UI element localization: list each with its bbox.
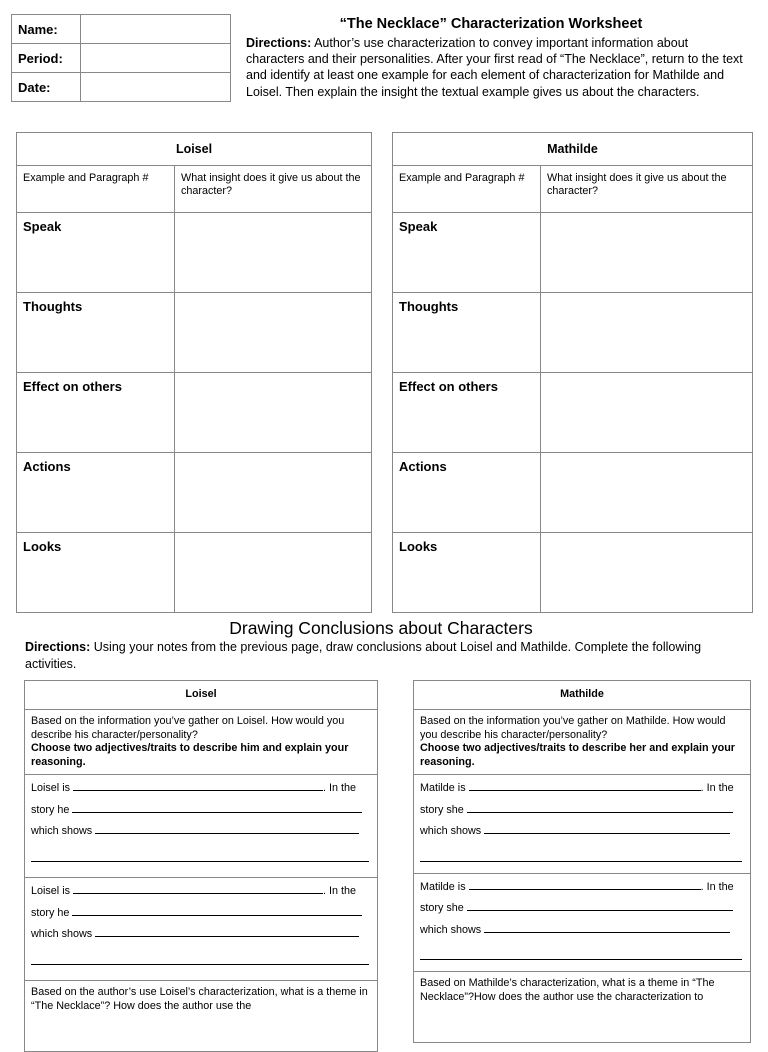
conclusions-directions — [25, 639, 735, 672]
fill-label: which shows — [31, 928, 96, 940]
fill-label: . In the — [323, 782, 357, 794]
fill-label: story he — [31, 803, 73, 816]
example-column-header: Example and Paragraph # — [393, 166, 541, 213]
blank-line[interactable] — [467, 899, 733, 911]
fill-label: Loisel is — [31, 782, 74, 794]
answer-cell[interactable] — [541, 533, 753, 613]
example-column-header: Example and Paragraph # — [17, 166, 175, 213]
prompt-text: Based on the information you’ve gather on Mathilde. How would you describe his character/personality? — [420, 715, 726, 741]
directions — [246, 35, 746, 100]
loisel-theme-question: Based on the author’s use Loisel’s characterization, what is a theme in “The Necklace”? How does the author use the — [25, 981, 378, 1052]
blank-line[interactable] — [95, 925, 359, 937]
fill-label: Matilde is — [420, 880, 469, 893]
prompt-text: Based on the information you’ve gather on Loisel. How would you describe his character/personality? — [31, 715, 345, 741]
loisel-trait-1[interactable] — [25, 775, 378, 878]
fill-label: Matilde is — [420, 782, 469, 794]
conclusions-title: Drawing Conclusions about Characters — [229, 618, 533, 638]
loisel-trait-2[interactable] — [25, 878, 378, 981]
mathilde-trait-1[interactable] — [414, 775, 751, 874]
blank-line[interactable] — [73, 882, 323, 894]
mathilde-theme-question: Based on Mathilde’s characterization, what is a theme in “The Necklace”?How does the author use the characterization to — [414, 972, 751, 1043]
blank-line[interactable] — [420, 945, 742, 960]
answer-cell[interactable] — [175, 293, 372, 373]
row-label-thoughts: Thoughts — [17, 293, 175, 373]
period-label: Period: — [12, 44, 81, 73]
fill-label: . In the — [700, 880, 734, 893]
loisel-table-title: Loisel — [17, 133, 372, 166]
fill-label: story she — [420, 902, 467, 914]
name-label: Name: — [12, 15, 81, 44]
blank-line[interactable] — [73, 779, 323, 791]
directions-label: Directions: — [246, 36, 312, 50]
mathilde-conclusions-table — [413, 680, 751, 1043]
blank-line[interactable] — [31, 847, 369, 862]
answer-cell[interactable] — [175, 533, 372, 613]
blank-line[interactable] — [467, 801, 733, 813]
row-label-effect-on-others: Effect on others — [17, 373, 175, 453]
answer-cell[interactable] — [541, 373, 753, 453]
answer-cell[interactable] — [541, 293, 753, 373]
answer-cell[interactable] — [175, 213, 372, 293]
fill-label: . In the — [700, 782, 734, 794]
answer-cell[interactable] — [541, 213, 753, 293]
row-label-looks: Looks — [17, 533, 175, 613]
mathilde-table-title: Mathilde — [393, 133, 753, 166]
fill-label: Loisel is — [31, 885, 74, 897]
directions-label: Directions: — [25, 640, 91, 654]
loisel-prompt-cell — [25, 710, 378, 775]
blank-line[interactable] — [469, 878, 701, 890]
blank-line[interactable] — [469, 779, 701, 791]
fill-label: which shows — [31, 825, 96, 837]
row-label-looks: Looks — [393, 533, 541, 613]
fill-label: story she — [420, 803, 467, 816]
fill-label: which shows — [420, 825, 485, 837]
fill-label: . In the — [323, 885, 357, 897]
blank-line[interactable] — [31, 950, 369, 965]
fill-label: which shows — [420, 923, 485, 936]
directions-text: Author’s use characterization to convey important information about characters and their personalities. After your first read of “The Necklace”, return to the text and identify at least one example for each element of characterization for Mathilde and Loisel. Then explain the insight the textual example gives us about the characters. — [246, 36, 743, 99]
row-label-thoughts: Thoughts — [393, 293, 541, 373]
worksheet-title: “The Necklace” Characterization Worksheet — [339, 16, 643, 32]
name-field[interactable] — [81, 15, 231, 44]
row-label-actions: Actions — [17, 453, 175, 533]
mathilde-characterization-table — [392, 132, 753, 613]
student-info-box — [11, 14, 231, 102]
answer-cell[interactable] — [541, 453, 753, 533]
loisel-characterization-table — [16, 132, 372, 613]
blank-line[interactable] — [484, 921, 730, 933]
insight-column-header: What insight does it give us about the character? — [175, 166, 372, 213]
row-label-effect-on-others: Effect on others — [393, 373, 541, 453]
answer-cell[interactable] — [175, 373, 372, 453]
mathilde-prompt-cell — [414, 710, 751, 775]
date-field[interactable] — [81, 73, 231, 102]
answer-cell[interactable] — [175, 453, 372, 533]
period-field[interactable] — [81, 44, 231, 73]
blank-line[interactable] — [420, 847, 742, 862]
blank-line[interactable] — [484, 822, 730, 834]
date-label: Date: — [12, 73, 81, 102]
row-label-speak: Speak — [393, 213, 541, 293]
directions-text: Using your notes from the previous page, draw conclusions about Loisel and Mathilde. Complete the following activities. — [25, 640, 702, 671]
blank-line[interactable] — [95, 822, 359, 834]
mathilde-conclusions-title: Mathilde — [414, 681, 751, 710]
row-label-speak: Speak — [17, 213, 175, 293]
prompt-bold-text: Choose two adjectives/traits to describe him and explain your reasoning. — [31, 742, 349, 768]
prompt-bold-text: Choose two adjectives/traits to describe her and explain your reasoning. — [420, 742, 735, 768]
fill-label: story he — [31, 906, 73, 919]
loisel-conclusions-table — [24, 680, 378, 1052]
row-label-actions: Actions — [393, 453, 541, 533]
loisel-conclusions-title: Loisel — [25, 681, 378, 710]
blank-line[interactable] — [72, 904, 362, 916]
blank-line[interactable] — [72, 801, 362, 813]
insight-column-header: What insight does it give us about the character? — [541, 166, 753, 213]
mathilde-trait-2[interactable] — [414, 873, 751, 972]
